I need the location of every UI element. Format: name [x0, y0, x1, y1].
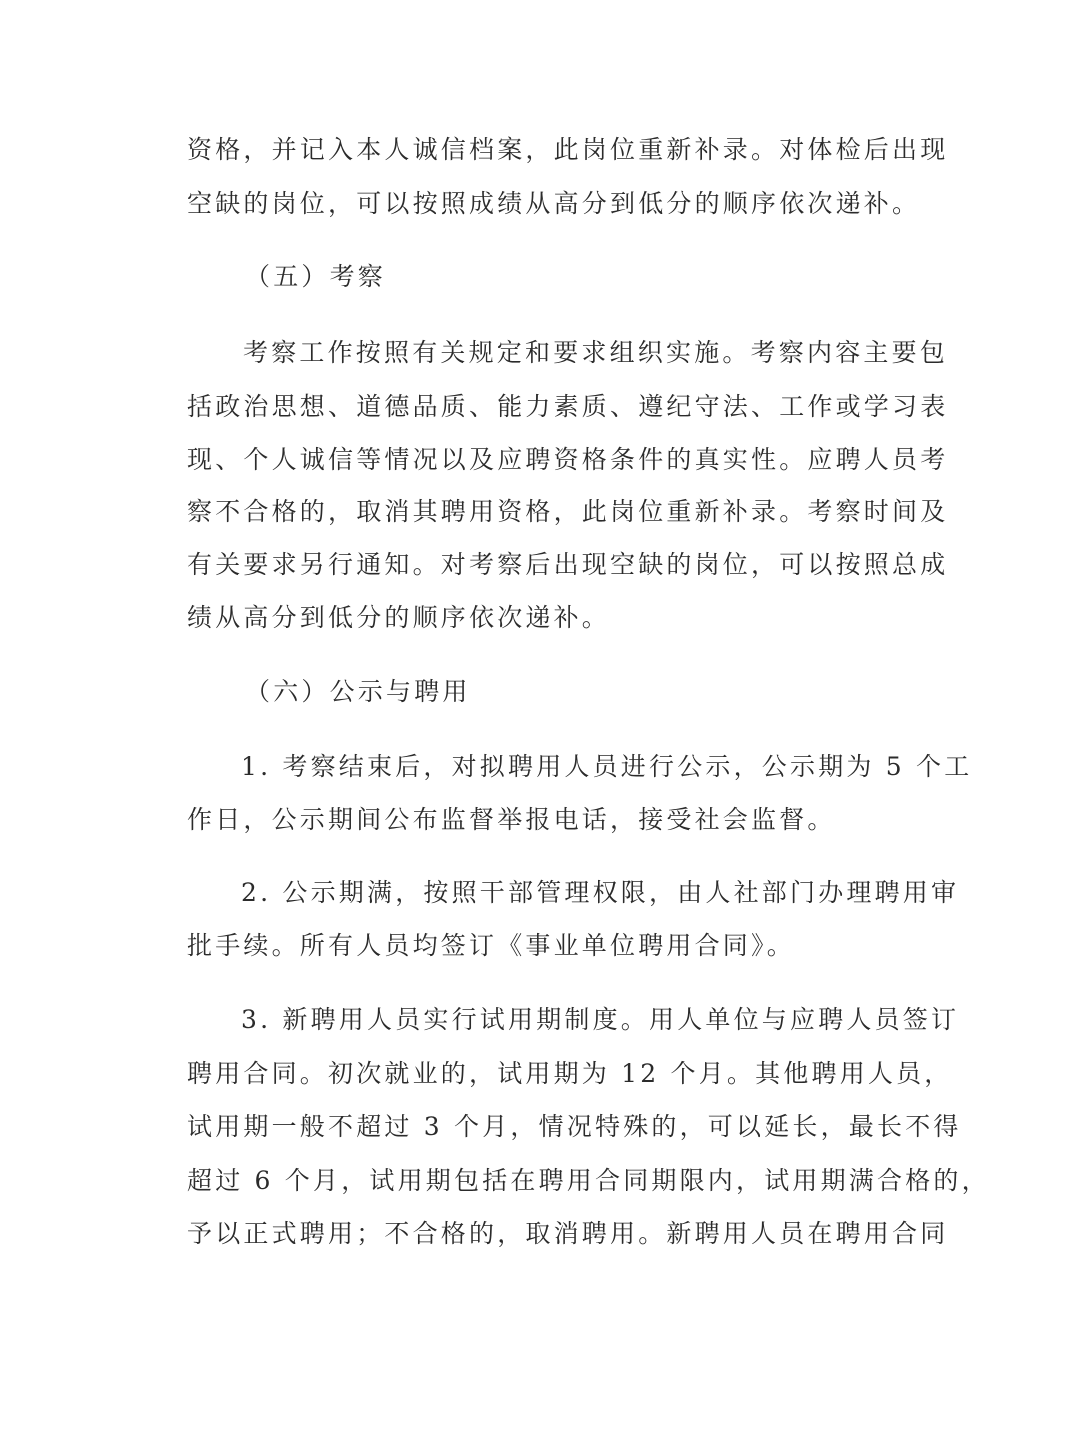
paragraph-line: 批手续。所有人员均签订《事业单位聘用合同》。 — [187, 931, 795, 960]
paragraph-line: 括政治思想、道德品质、能力素质、遵纪守法、工作或学习表 — [187, 392, 949, 421]
section-heading-6: （六）公示与聘用 — [245, 677, 471, 706]
paragraph-line: 有关要求另行通知。对考察后出现空缺的岗位，可以按照总成 — [187, 550, 949, 579]
paragraph-line: 空缺的岗位，可以按照成绩从高分到低分的顺序依次递补。 — [187, 189, 921, 218]
paragraph-line: 2. 公示期满，按照干部管理权限，由人社部门办理聘用审 — [241, 878, 960, 907]
paragraph-line: 3. 新聘用人员实行试用期制度。用人单位与应聘人员签订 — [241, 1005, 960, 1034]
section-heading-5: （五）考察 — [245, 262, 387, 291]
paragraph-line: 试用期一般不超过 3 个月，情况特殊的，可以延长，最长不得 — [187, 1112, 962, 1141]
paragraph-line: 1. 考察结束后，对拟聘用人员进行公示，公示期为 5 个工 — [241, 752, 973, 781]
paragraph-line: 现、个人诚信等情况以及应聘资格条件的真实性。应聘人员考 — [187, 445, 949, 474]
paragraph-line: 察不合格的，取消其聘用资格，此岗位重新补录。考察时间及 — [187, 497, 949, 526]
paragraph-line: 资格，并记入本人诚信档案，此岗位重新补录。对体检后出现 — [187, 135, 949, 164]
paragraph-line: 作日，公示期间公布监督举报电话，接受社会监督。 — [187, 805, 836, 834]
paragraph-line: 绩从高分到低分的顺序依次递补。 — [187, 603, 611, 632]
paragraph-line: 聘用合同。初次就业的，试用期为 12 个月。其他聘用人员， — [187, 1059, 953, 1088]
paragraph-line: 考察工作按照有关规定和要求组织实施。考察内容主要包 — [243, 338, 949, 367]
paragraph-line: 超过 6 个月，试用期包括在聘用合同期限内，试用期满合格的， — [187, 1166, 990, 1195]
paragraph-line: 予以正式聘用；不合格的，取消聘用。新聘用人员在聘用合同 — [187, 1219, 949, 1248]
